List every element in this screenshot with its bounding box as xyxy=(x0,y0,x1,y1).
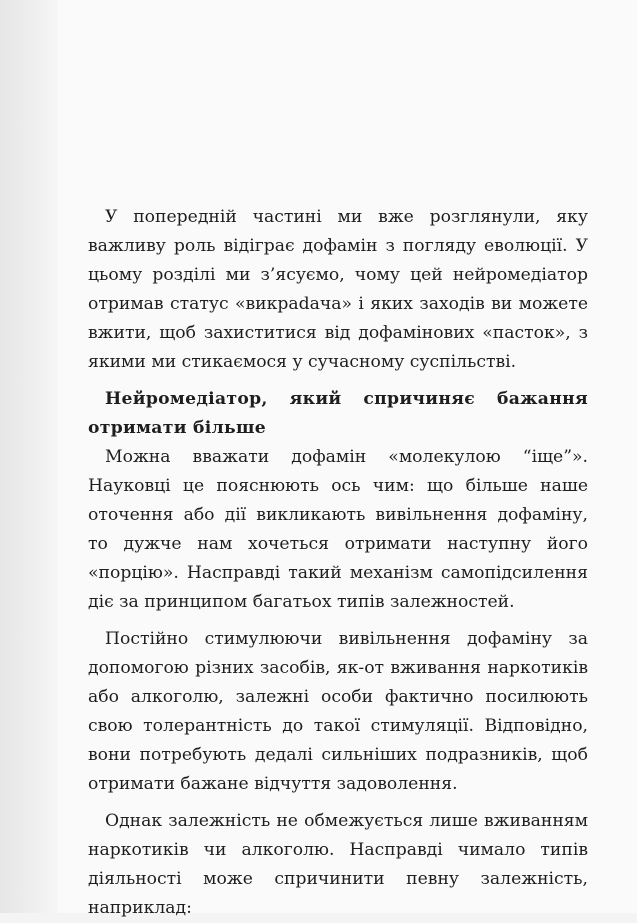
section-heading: Нейромедіатор, який спричиняє бажання отримати більше xyxy=(88,389,588,438)
body-paragraph: Однак залежність не обмежується лише вживанням наркотиків чи алкоголю. Насправді чимало типів діяльності може спричинити певну залежність, наприклад: xyxy=(88,811,588,918)
intro-paragraph: У попередній частині ми вже розглянули, яку важливу роль відіграє дофамін з погляду еволюції. У цьому розділі ми з’ясуємо, чому цей нейромедіатор отримав статус «викраdача» і яких заходів ви можете вжити, щоб захиститися від дофамінових «пасток», з якими ми стикаємося у сучасному суспільстві. xyxy=(88,207,588,372)
book-page xyxy=(58,0,637,918)
page-text xyxy=(88,203,588,923)
paragraph-gap xyxy=(88,377,588,385)
left-page-gutter xyxy=(0,0,58,913)
paragraph-gap xyxy=(88,799,588,807)
paragraph-gap xyxy=(88,617,588,625)
body-paragraph: Постійно стимулюючи вивільнення дофаміну за допомогою різних засобів, як-от вживання наркотиків або алкоголю, залежні особи фактично посилюють свою толерантність до такої стимуляції. Відповідно, вони потребують дедалі сильніших подразників, щоб отримати бажане відчуття задоволення. xyxy=(88,629,588,794)
body-paragraph: Можна вважати дофамін «молекулою “іще”». Науковці це пояснюють ось чим: що більше наше оточення або дії викликають вивільнення дофаміну, то дужче нам хочеться отримати наступну його «порцію». Насправді такий механізм самопідсилення діє за принципом багатьох типів залежностей. xyxy=(88,447,588,612)
